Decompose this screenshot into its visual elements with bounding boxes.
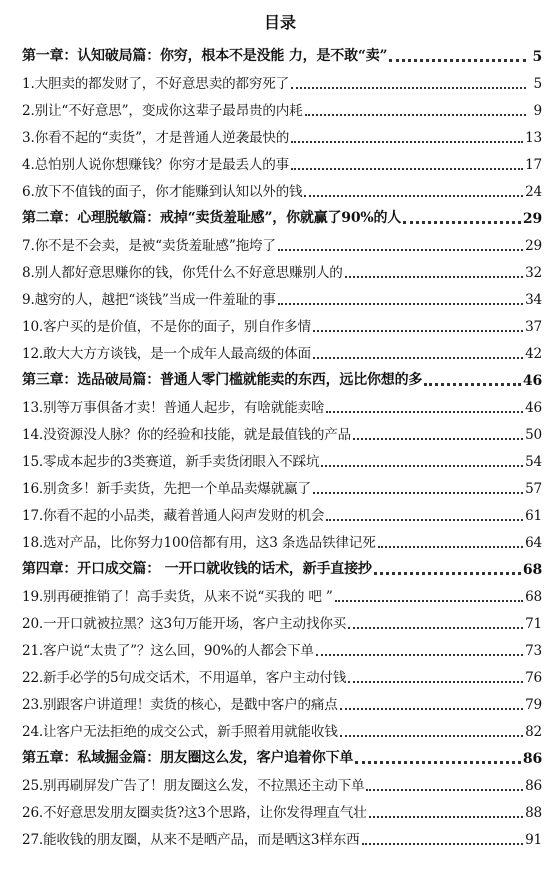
toc-page-number: 42 — [525, 346, 542, 362]
toc-entry[interactable] — [22, 335, 542, 362]
leader-dots — [291, 167, 523, 170]
toc-entry[interactable] — [22, 65, 542, 92]
toc-entry[interactable] — [22, 524, 542, 551]
leader-dots — [305, 113, 526, 116]
toc-entry[interactable] — [22, 173, 542, 200]
toc-entry[interactable] — [22, 632, 542, 659]
toc-page-number: 57 — [525, 481, 542, 497]
toc-page-number: 73 — [525, 643, 542, 659]
leader-dots — [304, 194, 523, 197]
toc-entry[interactable] — [22, 470, 542, 497]
toc-entry-text: 26.不好意思发朋友圈卖货?这3个思路，让你发得理直气壮 — [22, 805, 367, 821]
toc-page-number: 91 — [525, 832, 542, 848]
leader-dots — [316, 653, 523, 656]
toc-entry-text: 7.你不是不会卖，是被“卖货羞耻感”拖垮了 — [22, 238, 276, 254]
toc-page-number: 54 — [525, 454, 542, 470]
toc-entry-text: 3.你看不起的“卖货”，才是普通人逆袭最快的 — [22, 130, 290, 146]
toc-page-number: 64 — [525, 535, 542, 551]
toc-entry-text: 20.一开口就被拉黑？这3句万能开场，客户主动找你买 — [22, 616, 347, 632]
toc-entry[interactable] — [22, 578, 542, 605]
leader-dots — [353, 437, 523, 440]
leader-dots — [340, 734, 523, 737]
toc-entry[interactable] — [22, 767, 542, 794]
leader-dots — [389, 58, 526, 62]
toc-page-number: 32 — [525, 265, 542, 281]
toc-page-number: 46 — [522, 373, 542, 389]
toc-entry-text: 第五章：私域掘金篇：朋友圈这么发，客户追着你下单 — [22, 750, 354, 766]
leader-dots — [374, 571, 521, 575]
toc-entry[interactable] — [22, 119, 542, 146]
toc-entry-text: 9.越穷的人，越把“谈钱”当成一件羞耻的事 — [22, 292, 276, 308]
toc-page-number: 17 — [525, 157, 542, 173]
toc-entry[interactable] — [22, 92, 542, 119]
toc-entry-text: 15.零成本起步的3类赛道，新手卖货闭眼入不踩坑 — [22, 454, 320, 470]
toc-chapter-5[interactable] — [22, 740, 542, 767]
leader-dots — [278, 248, 523, 251]
toc-chapter-4[interactable] — [22, 551, 542, 578]
toc-entry-text: 27.能收钱的朋友圈，从来不是晒产品，而是晒这3样东西 — [22, 832, 360, 848]
toc-entry-text: 17.你看不起的小品类，藏着普通人闷声发财的机会 — [22, 508, 325, 524]
toc-entry[interactable] — [22, 146, 542, 173]
toc-page-number: 34 — [525, 292, 542, 308]
toc-entry[interactable] — [22, 686, 542, 713]
toc-entry[interactable] — [22, 497, 542, 524]
toc-entry-text: 2.别让“不好意思”，变成你这辈子最昂贵的内耗 — [22, 103, 303, 119]
toc-page-number: 46 — [525, 400, 542, 416]
leader-dots — [340, 707, 523, 710]
toc-entry-text: 16.别贪多！新手卖货，先把一个单品卖爆就赢了 — [22, 481, 311, 497]
toc-title: 目录 — [263, 13, 296, 32]
toc-page-number: 68 — [525, 589, 542, 605]
toc-entry-text: 第一章：认知破局篇：你穷，根本不是没能 力，是不敢“卖” — [22, 48, 388, 64]
leader-dots — [313, 329, 523, 332]
toc-page-number: 79 — [525, 697, 542, 713]
toc-entry[interactable] — [22, 605, 542, 632]
toc-page-number: 86 — [525, 778, 542, 794]
toc-entry[interactable] — [22, 821, 542, 848]
toc-page-number: 9 — [533, 103, 542, 119]
toc-entry[interactable] — [22, 254, 542, 281]
toc-entry-text: 18.选对产品，比你努力100倍都有用，这3 条选品铁律记死 — [22, 535, 376, 551]
toc-entry-text: 4.总怕别人说你想赚钱？你穷才是最丢人的事 — [22, 157, 290, 173]
toc-chapter-2[interactable] — [22, 200, 542, 227]
toc-entry-text: 24.让客户无法拒绝的成交公式，新手照着用就能收钱 — [22, 724, 338, 740]
toc-entry[interactable] — [22, 308, 542, 335]
toc-page-number: 37 — [525, 319, 542, 335]
toc-page-number: 68 — [522, 562, 542, 578]
table-of-contents — [22, 38, 542, 848]
toc-entry-text: 12.敢大大方方谈钱，是一个成年人最高级的体面 — [22, 346, 311, 362]
toc-page-number: 82 — [525, 724, 542, 740]
toc-chapter-3[interactable] — [22, 362, 542, 389]
leader-dots — [313, 356, 523, 359]
toc-entry-text: 第三章：选品破局篇：普通人零门槛就能卖的东西，远比你想的多 — [22, 372, 423, 388]
leader-dots — [362, 842, 524, 845]
toc-chapter-1[interactable] — [22, 38, 542, 65]
leader-dots — [403, 220, 521, 224]
toc-entry[interactable] — [22, 713, 542, 740]
leader-dots — [278, 302, 523, 305]
toc-page-number: 29 — [525, 238, 542, 254]
toc-page-number: 61 — [525, 508, 542, 524]
toc-entry[interactable] — [22, 389, 542, 416]
toc-entry-text: 1.大胆卖的都发财了，不好意思卖的都穷死了 — [22, 76, 290, 92]
toc-entry[interactable] — [22, 281, 542, 308]
leader-dots — [291, 86, 526, 89]
leader-dots — [345, 275, 523, 278]
toc-entry-text: 25.别再刷屏发广告了！朋友圈这么发，不拉黑还主动下单 — [22, 778, 365, 794]
leader-dots — [348, 680, 523, 683]
toc-page-number: 24 — [525, 184, 542, 200]
leader-dots — [366, 788, 523, 791]
toc-page-number: 86 — [522, 751, 542, 767]
toc-page-number: 76 — [525, 670, 542, 686]
leader-dots — [335, 599, 523, 602]
toc-page-number: 5 — [532, 49, 542, 65]
toc-entry-text: 23.别跟客户讲道理！卖货的核心，是戳中客户的痛点 — [22, 697, 338, 713]
toc-entry[interactable] — [22, 227, 542, 254]
toc-page-number: 71 — [525, 616, 542, 632]
toc-page-number: 50 — [525, 427, 542, 443]
toc-entry-text: 第四章：开口成交篇： 一开口就收钱的话术，新手直接抄 — [22, 561, 372, 577]
toc-entry-text: 22.新手必学的5句成交话术，不用逼单，客户主动付钱 — [22, 670, 347, 686]
leader-dots — [348, 626, 523, 629]
toc-page-number: 29 — [522, 211, 542, 227]
toc-entry-text: 6.放下不值钱的面子，你才能赚到认知以外的钱 — [22, 184, 303, 200]
toc-entry[interactable] — [22, 659, 542, 686]
leader-dots — [326, 518, 523, 521]
leader-dots — [424, 382, 521, 386]
toc-entry-text: 10.客户买的是价值，不是你的面子，别自作多情 — [22, 319, 311, 335]
leader-dots — [326, 410, 523, 413]
toc-entry-text: 13.别等万事俱备才卖！普通人起步，有啥就能卖啥 — [22, 400, 325, 416]
leader-dots — [291, 140, 523, 143]
leader-dots — [355, 760, 521, 764]
leader-dots — [313, 491, 523, 494]
toc-entry-text: 19.别再硬推销了！高手卖货，从来不说“买我的 吧 ” — [22, 589, 333, 605]
toc-page-number: 88 — [525, 805, 542, 821]
leader-dots — [321, 464, 523, 467]
toc-entry[interactable] — [22, 443, 542, 470]
toc-entry[interactable] — [22, 794, 542, 821]
toc-entry-text: 第二章：心理脱敏篇：戒掉“卖货羞耻感”，你就赢了90%的人 — [22, 210, 402, 226]
leader-dots — [369, 815, 523, 818]
toc-page-number: 5 — [533, 76, 542, 92]
toc-entry-text: 14.没资源没人脉？你的经验和技能，就是最值钱的产品 — [22, 427, 352, 443]
toc-entry[interactable] — [22, 416, 542, 443]
toc-page-number: 13 — [525, 130, 542, 146]
toc-entry-text: 8.别人都好意思赚你的钱，你凭什么不好意思赚别人的 — [22, 265, 343, 281]
toc-entry-text: 21.客户说“太贵了”？这么回，90%的人都会下单 — [22, 643, 314, 659]
leader-dots — [378, 545, 523, 548]
